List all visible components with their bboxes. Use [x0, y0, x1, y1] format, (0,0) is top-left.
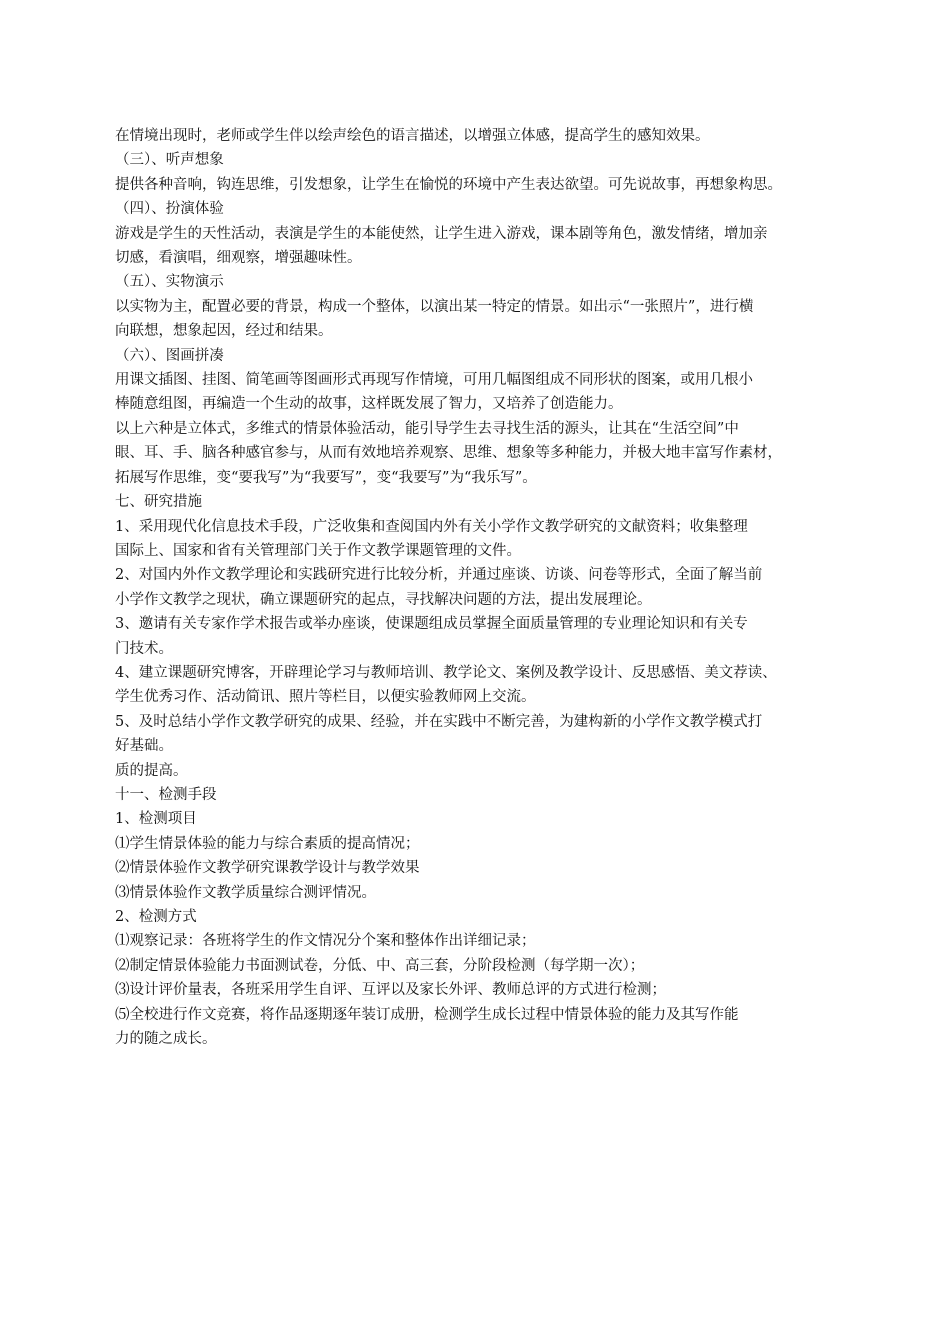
text-line-35: ⑵制定情景体验能力书面测试卷，分低、中、高三套，分阶段检测（每学期一次）；	[115, 957, 645, 974]
subheading-test-items: 1、检测项目	[115, 811, 197, 828]
text-line-22: 门技术。	[115, 640, 173, 657]
text-line-30: ⑴学生情景体验的能力与综合素质的提高情况；	[115, 835, 420, 852]
text-line-36: ⑶设计评价量表，各班采用学生自评、互评以及家长外评、教师总评的方式进行检测；	[115, 982, 666, 999]
section-heading-3: （三）、听声想象	[115, 152, 224, 169]
text-line-34: ⑴观察记录：各班将学生的作文情况分个案和整体作出详细记录；	[115, 933, 536, 950]
text-line-23: 4、建立课题研究博客，开辟理论学习与教师培训、教学论文、案例及教学设计、反思感悟、美文荐读、	[115, 664, 777, 681]
section-heading-4: （四）、扮演体验	[115, 201, 224, 218]
section-heading-research-measures: 七、研究措施	[115, 494, 202, 511]
text-line-15: 拓展写作思维，变“要我写”为“我要写”，变“我要写”为“我乐写”。	[115, 469, 537, 486]
subheading-test-methods: 2、检测方式	[115, 909, 197, 925]
text-line-11: 用课文插图、挂图、简笔画等图画形式再现写作情境，可用几幅图组成不同形状的图案，或用几根小	[115, 372, 753, 389]
text-line-13: 以上六种是立体式，多维式的情景体验活动，能引导学生去寻找生活的源头，让其在“生活空间”中	[115, 420, 739, 437]
text-line-25: 5、及时总结小学作文教学研究的成果、经验，并在实践中不断完善，为建构新的小学作文教学模式打	[115, 713, 763, 730]
text-line-8: 以实物为主，配置必要的背景，构成一个整体，以演出某一特定的情景。如出示“一张照片”，进行横	[115, 298, 754, 315]
text-line-14: 眼、耳、手、脑各种感官参与，从而有效地培养观察、思维、想象等多种能力，并极大地丰富写作素材，	[115, 445, 782, 462]
text-line-26: 好基础。	[115, 738, 173, 755]
text-line-21: 3、邀请有关专家作学术报告或举办座谈，使课题组成员掌握全面质量管理的专业理论知识和有关专	[115, 616, 748, 633]
document-page	[115, 124, 845, 1051]
text-line-9: 向联想，想象起因，经过和结果。	[115, 323, 333, 340]
text-line-17: 1、采用现代化信息技术手段，广泛收集和查阅国内外有关小学作文教学研究的文献资料；收集整理	[115, 518, 748, 535]
text-line-38: 力的随之成长。	[115, 1031, 217, 1048]
text-line-37: ⑸全校进行作文竞赛，将作品逐期逐年装订成册，检测学生成长过程中情景体验的能力及其写作能	[115, 1006, 739, 1023]
text-line-31: ⑵情景体验作文教学研究课教学设计与教学效果	[115, 860, 420, 877]
section-heading-5: （五）、实物演示	[115, 274, 224, 291]
text-line-5: 游戏是学生的天性活动，表演是学生的本能使然，让学生进入游戏，课本剧等角色，激发情绪，增加亲	[115, 225, 768, 242]
text-line-6: 切感，看演唱，细观察，增强趣味性。	[115, 250, 362, 267]
text-line-3: 提供各种音响，钩连思维，引发想象，让学生在愉悦的环境中产生表达欲望。可先说故事，再想象构思。	[115, 176, 782, 193]
text-line-19: 2、对国内外作文教学理论和实践研究进行比较分析，并通过座谈、访谈、问卷等形式，全面了解当前	[115, 567, 763, 584]
section-heading-6: （六）、图画拼凑	[115, 347, 224, 364]
text-line-32: ⑶情景体验作文教学质量综合测评情况。	[115, 884, 376, 901]
text-line-1: 在情境出现时，老师或学生伴以绘声绘色的语言描述，以增强立体感，提高学生的感知效果。	[115, 128, 710, 144]
text-line-27: 质的提高。	[115, 762, 188, 779]
text-line-12: 棒随意组图，再编造一个生动的故事，这样既发展了智力，又培养了创造能力。	[115, 396, 623, 413]
text-line-24: 学生优秀习作、活动简讯、照片等栏目，以便实验教师网上交流。	[115, 689, 536, 706]
text-line-18: 国际上、国家和省有关管理部门关于作文教学课题管理的文件。	[115, 542, 521, 559]
section-heading-testing-means: 十一、检测手段	[115, 786, 217, 803]
text-line-20: 小学作文教学之现状，确立课题研究的起点，寻找解决问题的方法，提出发展理论。	[115, 591, 652, 608]
